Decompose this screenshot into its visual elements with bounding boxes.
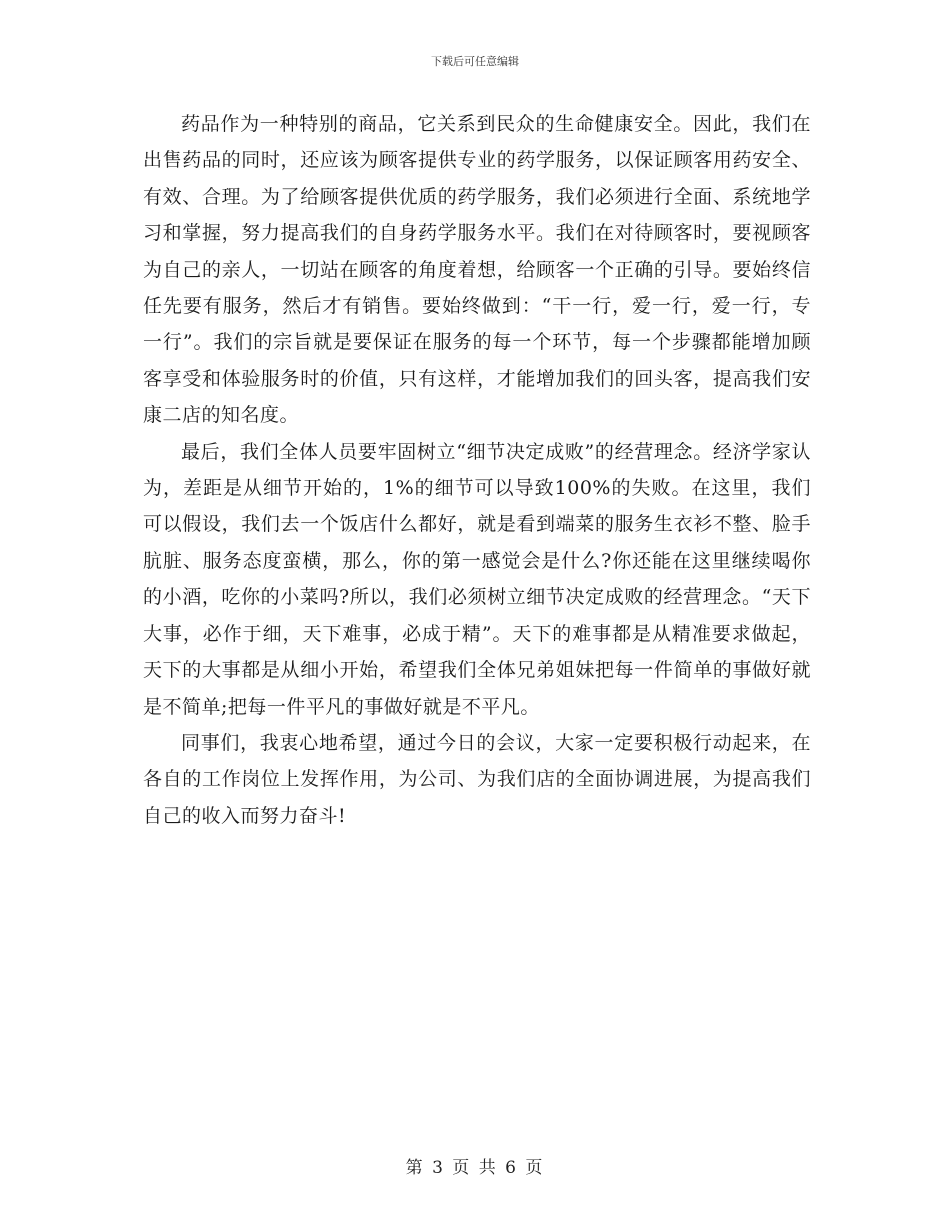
page-number: 第 3 页 共 6 页 <box>405 1158 545 1178</box>
paragraph-3: 同事们，我衷心地希望，通过今日的会议，大家一定要积极行动起来，在各自的工作岗位上发挥作用，为公司、为我们店的全面协调进展，为提高我们自己的收入而努力奋斗! <box>143 731 811 827</box>
header-note: 下载后可任意编辑 <box>431 55 519 68</box>
paragraph-2: 最后，我们全体人员要牢固树立“细节决定成败”的经营理念。经济学家认为，差距是从细节开始的，1%的细节可以导致100%的失败。在这里，我们可以假设，我们去一个饭店什么都好，就是看到端菜的服务生衣衫不整、脸手肮脏、服务态度蛮横，那么，你的第一感觉会是什么?你还能在这里继续喝你的小酒，吃你的小菜吗?所以，我们必须树立细节决定成败的经营理念。“天下大事，必作于细，天下难事，必成于精”。天下的难事都是从精准要求做起，天下的大事都是从细小开始，希望我们全体兄弟姐妹把每一件简单的事做好就是不简单;把每一件平凡的事做好就是不平凡。 <box>143 440 811 718</box>
document-body <box>143 106 811 834</box>
paragraph-1: 药品作为一种特别的商品，它关系到民众的生命健康安全。因此，我们在出售药品的同时，还应该为顾客提供专业的药学服务，以保证顾客用药安全、有效、合理。为了给顾客提供优质的药学服务，我们必须进行全面、系统地学习和掌握，努力提高我们的自身药学服务水平。我们在对待顾客时，要视顾客为自己的亲人，一切站在顾客的角度着想，给顾客一个正确的引导。要始终信任先要有服务，然后才有销售。要始终做到：“干一行，爱一行，爱一行，专一行”。我们的宗旨就是要保证在服务的每一个环节，每一个步骤都能增加顾客享受和体验服务时的价值，只有这样，才能增加我们的回头客，提高我们安康二店的知名度。 <box>143 113 811 427</box>
